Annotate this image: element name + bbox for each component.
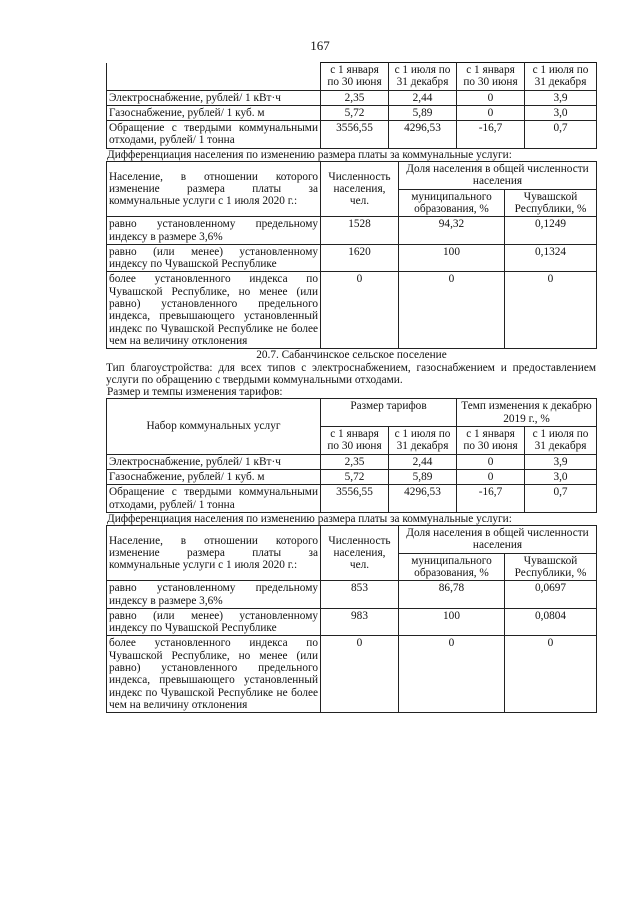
section-title: 20.7. Сабанчинское сельское поселение: [256, 349, 447, 362]
rate-value: 0: [457, 469, 525, 484]
rate-value: 3,9: [525, 90, 597, 105]
tariff-value: 5,89: [389, 469, 457, 484]
table-row: [107, 581, 597, 609]
tariff-value: 5,72: [321, 105, 389, 120]
diff-municipal: 100: [399, 244, 505, 272]
services-header: Набор коммунальных услуг: [107, 399, 321, 454]
diff-count: 0: [321, 636, 399, 713]
table-row: [107, 105, 597, 120]
diff-count: 1528: [321, 217, 399, 245]
tariff-value: 5,72: [321, 469, 389, 484]
col-jan-jun: с 1 января по 30 июня: [457, 427, 525, 455]
tariff-value: 4296,53: [389, 121, 457, 149]
diff-municipal: 0: [399, 272, 505, 349]
tariff-value: 3556,55: [321, 485, 389, 513]
col-jul-dec: с 1 июля по 31 декабря: [389, 63, 457, 91]
col-jan-jun: с 1 января по 30 июня: [321, 63, 389, 91]
size-header: Размер тарифов: [321, 399, 457, 427]
population-header: Население, в отношении которого изменение размера платы за коммунальные услуги с 1 июля 2020 г.:: [107, 526, 321, 581]
tariff-value: 4296,53: [389, 485, 457, 513]
republic-header: Чувашской Республики, %: [505, 189, 597, 217]
table-row: [107, 272, 597, 349]
tariff-value: 2,35: [321, 90, 389, 105]
col-jan-jun: с 1 января по 30 июня: [457, 63, 525, 91]
count-header: Численность населения, чел.: [321, 526, 399, 581]
page-number: 167: [310, 38, 330, 53]
rate-value: -16,7: [457, 121, 525, 149]
table-row: [107, 217, 597, 245]
diff-label: равно установленному предельному индексу в размере 3,6%: [107, 581, 321, 609]
service-name: Электроснабжение, рублей/ 1 кВт·ч: [107, 454, 321, 469]
differentiation-table: [106, 161, 597, 349]
diff-label: равно (или менее) установленному индексу по Чувашской Республике: [107, 244, 321, 272]
col-jan-jun: с 1 января по 30 июня: [321, 427, 389, 455]
diff-label: равно установленному предельному индексу в размере 3,6%: [107, 217, 321, 245]
republic-header: Чувашской Республики, %: [505, 553, 597, 581]
table-row: [107, 469, 597, 484]
table-row: [107, 608, 597, 636]
rate-value: 0: [457, 454, 525, 469]
diff-header-row: [107, 162, 597, 190]
table-row: [107, 636, 597, 713]
diff-republic: 0: [505, 272, 597, 349]
diff-republic: 0,1249: [505, 217, 597, 245]
population-header: Население, в отношении которого изменение размера платы за коммунальные услуги с 1 июля 2020 г.:: [107, 162, 321, 217]
rate-value: 3,0: [525, 469, 597, 484]
tariff-value: 5,89: [389, 105, 457, 120]
service-name: Электроснабжение, рублей/ 1 кВт·ч: [107, 90, 321, 105]
diff-count: 1620: [321, 244, 399, 272]
table-row: [107, 90, 597, 105]
rate-value: 0,7: [525, 121, 597, 149]
rate-value: -16,7: [457, 485, 525, 513]
tariff-value: 2,44: [389, 90, 457, 105]
improvement-type-text: Тип благоустройства: для всех типов с электроснабжением, газоснабжением и предоставлением услуги по обращению с твердыми коммунальными отходами.: [106, 361, 596, 386]
tariff-title: Размер и темпы изменения тарифов:: [107, 386, 283, 399]
diff-republic: 0: [505, 636, 597, 713]
col-jul-dec: с 1 июля по 31 декабря: [389, 427, 457, 455]
services-header-cell: [107, 63, 321, 91]
count-header: Численность населения, чел.: [321, 162, 399, 217]
service-name: Газоснабжение, рублей/ 1 куб. м: [107, 105, 321, 120]
tariff-value: 2,44: [389, 454, 457, 469]
municipal-header: муниципального образования, %: [399, 189, 505, 217]
differentiation-table: [106, 525, 597, 713]
diff-republic: 0,0697: [505, 581, 597, 609]
diff-republic: 0,1324: [505, 244, 597, 272]
tariff-value: 2,35: [321, 454, 389, 469]
rate-value: 3,9: [525, 454, 597, 469]
diff-title: Дифференциация населения по изменению размера платы за коммунальные услуги:: [107, 148, 512, 161]
diff-count: 983: [321, 608, 399, 636]
rate-value: 3,0: [525, 105, 597, 120]
rate-value: 0: [457, 90, 525, 105]
table-row: [107, 121, 597, 149]
diff-label: равно (или менее) установленному индексу по Чувашской Республике: [107, 608, 321, 636]
col-jul-dec: с 1 июля по 31 декабря: [525, 63, 597, 91]
diff-municipal: 86,78: [399, 581, 505, 609]
tariff-table: [106, 398, 597, 512]
diff-label: более установленного индекса по Чувашской Республике, но менее (или равно) установленного предельного индекса, превышающего установленный индекс по Чувашской Республике не более чем на величину отклонения: [107, 636, 321, 713]
diff-municipal: 0: [399, 636, 505, 713]
diff-header-row: [107, 526, 597, 554]
tariff-header-row: [107, 399, 597, 427]
col-jul-dec: с 1 июля по 31 декабря: [525, 427, 597, 455]
service-name: Обращение с твердыми коммунальными отходами, рублей/ 1 тонна: [107, 121, 321, 149]
table-row: [107, 454, 597, 469]
tariff-header-row: [107, 63, 597, 91]
municipal-header: муниципального образования, %: [399, 553, 505, 581]
tariff-value: 3556,55: [321, 121, 389, 149]
diff-count: 0: [321, 272, 399, 349]
diff-municipal: 94,32: [399, 217, 505, 245]
rate-value: 0: [457, 105, 525, 120]
rate-header: Темп изменения к декабрю 2019 г., %: [457, 399, 597, 427]
service-name: Обращение с твердыми коммунальными отходами, рублей/ 1 тонна: [107, 485, 321, 513]
diff-republic: 0,0804: [505, 608, 597, 636]
table-row: [107, 485, 597, 513]
table-row: [107, 244, 597, 272]
page-content: [106, 62, 596, 713]
diff-title: Дифференциация населения по изменению размера платы за коммунальные услуги:: [107, 512, 512, 525]
diff-municipal: 100: [399, 608, 505, 636]
diff-count: 853: [321, 581, 399, 609]
service-name: Газоснабжение, рублей/ 1 куб. м: [107, 469, 321, 484]
tariff-table-continued: [106, 62, 597, 149]
share-header: Доля населения в общей численности населения: [399, 162, 597, 190]
diff-label: более установленного индекса по Чувашской Республике, но менее (или равно) установленного предельного индекса, превышающего установленный индекс по Чувашской Республике не более чем на величину отклонения: [107, 272, 321, 349]
share-header: Доля населения в общей численности населения: [399, 526, 597, 554]
rate-value: 0,7: [525, 485, 597, 513]
